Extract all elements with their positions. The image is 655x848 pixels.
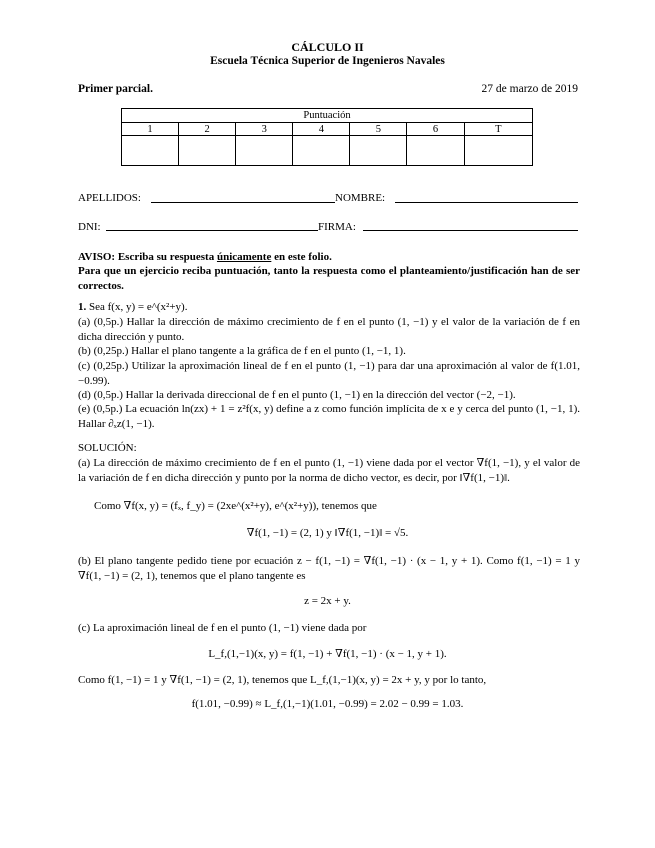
notice-line2: Para que un ejercicio reciba puntuación, tanto la respuesta como el planteamiento/justificación han de ser correctos. xyxy=(78,265,580,292)
score-table xyxy=(121,108,533,166)
id-line[interactable] xyxy=(106,230,318,231)
score-cell-4 xyxy=(293,136,350,166)
solution-heading: SOLUCIÓN: xyxy=(78,442,137,454)
solution-c-como: Como f(1, −1) = 1 y ∇f(1, −1) = (2, 1), tenemos que L_f,(1,−1)(x, y) = 2x + y, y por lo tanto, xyxy=(78,674,487,686)
score-cell-2 xyxy=(179,136,236,166)
solution-a-text: (a) La dirección de máximo crecimiento de f en el punto (1, −1) viene dada por el vector ∇f(1, −1), y el valor de la variación de f en dicha dirección y punto por la norma de dicho vector, es decir, por ‖∇f(1, −1)‖. xyxy=(78,457,580,484)
name-label: NOMBRE: xyxy=(335,192,386,204)
exam-date: 27 de marzo de 2019 xyxy=(481,83,578,95)
solution-c-equation: L_f,(1,−1)(x, y) = f(1, −1) + ∇f(1, −1) · (x − 1, y + 1). xyxy=(208,648,447,660)
problem-part-b: (b) (0,25p.) Hallar el plano tangente a la gráfica de f en el punto (1, −1, 1). xyxy=(78,345,406,357)
problem-statement: 1. Sea f(x, y) = e^(x²+y). xyxy=(78,301,188,313)
problem-part-e: (e) (0,5p.) La ecuación ln(zx) + 1 = z²f(x, y) define a z como función implícita de x e y cerca del punto (1, −1, 1). Hallar ∂ₓz(1, −1). xyxy=(78,403,580,430)
solution-b-equation: z = 2x + y. xyxy=(304,595,351,607)
course-title: CÁLCULO II xyxy=(291,40,364,54)
name-line[interactable] xyxy=(395,202,578,203)
signature-line[interactable] xyxy=(363,230,578,231)
score-cell-6 xyxy=(407,136,464,166)
problem-part-a: (a) (0,5p.) Hallar la dirección de máximo crecimiento de f en el punto (1, −1) y el valor de la variación de f en dicha dirección y punto. xyxy=(78,316,580,343)
exam-name: Primer parcial. xyxy=(78,83,153,95)
score-cell-5 xyxy=(350,136,407,166)
problem-part-c: (c) (0,25p.) Utilizar la aproximación lineal de f en el punto (1, −1) para dar una aproximación al valor de f(1.01, −0.99). xyxy=(78,360,580,387)
solution-a-equation: ∇f(1, −1) = (2, 1) y ‖∇f(1, −1)‖ = √5. xyxy=(246,527,409,539)
surname-line[interactable] xyxy=(151,202,335,203)
solution-a-como: Como ∇f(x, y) = (fₓ, f_y) = (2xe^(x²+y), e^(x²+y)), tenemos que xyxy=(94,500,377,512)
score-col-5: 5 xyxy=(350,123,407,136)
score-cell-1 xyxy=(122,136,179,166)
score-col-6: 6 xyxy=(407,123,464,136)
score-col-2: 2 xyxy=(179,123,236,136)
solution-c-text: (c) La aproximación lineal de f en el punto (1, −1) viene dada por xyxy=(78,622,367,634)
solution-b-text: (b) El plano tangente pedido tiene por ecuación z − f(1, −1) = ∇f(1, −1) · (x − 1, y + 1). Como f(1, −1) = 1 y ∇f(1, −1) = (2, 1), tenemos que el plano tangente es xyxy=(78,555,580,582)
score-col-1: 1 xyxy=(122,123,179,136)
notice-line1: AVISO: Escriba su respuesta únicamente en este folio. xyxy=(78,251,332,263)
id-label: DNI: xyxy=(78,221,101,233)
score-table-caption: Puntuación xyxy=(122,109,533,123)
solution-c-equation2: f(1.01, −0.99) ≈ L_f,(1,−1)(1.01, −0.99) = 2.02 − 0.99 = 1.03. xyxy=(191,698,464,710)
problem-part-d: (d) (0,5p.) Hallar la derivada direccional de f en el punto (1, −1) en la dirección del vector (−2, −1). xyxy=(78,389,516,401)
surname-label: APELLIDOS: xyxy=(78,192,141,204)
signature-label: FIRMA: xyxy=(318,221,356,233)
score-cell-total xyxy=(464,136,532,166)
score-cell-3 xyxy=(236,136,293,166)
school-name: Escuela Técnica Superior de Ingenieros Navales xyxy=(210,55,445,67)
score-col-3: 3 xyxy=(236,123,293,136)
score-col-4: 4 xyxy=(293,123,350,136)
score-col-total: T xyxy=(464,123,532,136)
